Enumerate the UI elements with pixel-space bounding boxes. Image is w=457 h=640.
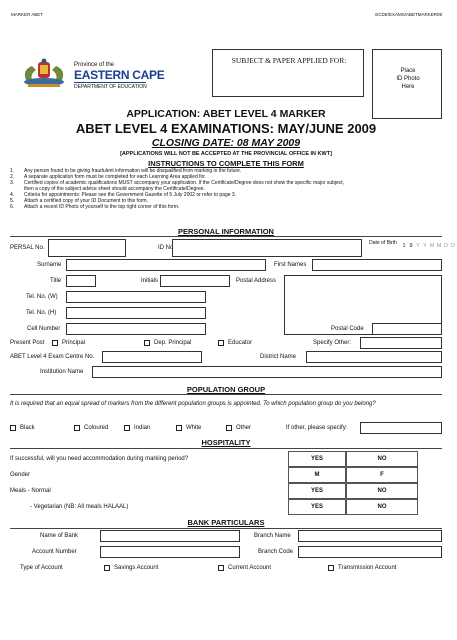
tel-work-field[interactable] [66,291,206,303]
province-name: EASTERN CAPE [74,68,165,82]
form-reference-left: MARKER ABET [11,12,44,17]
id-photo-label: Place ID Photo Here [396,68,420,90]
postal-code-field[interactable] [372,323,442,335]
id-number-field[interactable] [172,239,362,257]
district-name-label: District Name [260,354,297,360]
gender-female[interactable]: F [346,467,418,483]
gender-male[interactable]: M [288,467,346,483]
branch-name-label: Branch Name [254,533,291,539]
white-checkbox[interactable] [176,425,182,431]
educator-label: Educator [228,340,253,346]
branch-name-field[interactable] [298,530,442,542]
date-of-birth-field[interactable] [400,243,455,253]
title-field[interactable] [66,275,96,287]
specify-other-post-label: Specify Other: [313,340,352,346]
department-label: DEPARTMENT OF EDUCATION [74,84,147,90]
deputy-principal-checkbox[interactable] [144,340,150,346]
black-label: Black [20,425,35,431]
population-group-heading: POPULATION GROUP [186,385,266,394]
institution-name-label: Institution Name [40,369,84,375]
dob-digit: D [444,243,448,249]
specify-other-post-field[interactable] [360,337,442,349]
instruction-item: 4. Criteria for appointments: Please see the Government Gazette of 5 July 2002 or refer to page 3. [10,192,237,198]
account-number-label: Account Number [32,549,77,555]
deputy-principal-label: Dep. Principal [154,340,192,346]
dob-digit: M [429,243,435,249]
black-checkbox[interactable] [10,425,16,431]
accommodation-label: If successful, will you need accommodation during marking period? [10,456,189,462]
meals-vegetarian-no[interactable]: NO [346,499,418,515]
other-checkbox[interactable] [226,425,232,431]
cell-number-field[interactable] [66,323,206,335]
subject-applied-label: SUBJECT & PAPER APPLIED FOR: [231,56,347,65]
subject-applied-box[interactable] [212,49,364,97]
province-small-label: Province of the [74,62,115,68]
tel-work-label: Tel. No. (W) [26,294,58,300]
principal-checkbox[interactable] [52,340,58,346]
instruction-item: 1. Any person found to be giving fraudulent information will be disqualified from marking in the future. [10,168,242,174]
coloured-label: Coloured [84,425,109,431]
closing-date: CLOSING DATE: 08 MAY 2009 [151,137,301,149]
id-no-label: ID No [158,245,174,251]
branch-code-label: Branch Code [258,549,294,555]
tel-home-label: Tel. No. (H) [26,310,57,316]
exam-title: ABET LEVEL 4 EXAMINATIONS: MAY/JUNE 2009 [75,121,377,136]
instruction-item: 5. Attach a certified copy of your ID Document to this form. [10,198,148,204]
instructions-heading: INSTRUCTIONS TO COMPLETE THIS FORM [148,159,304,168]
personal-info-heading: PERSONAL INFORMATION [178,227,274,236]
savings-account-checkbox[interactable] [104,565,110,571]
tel-home-field[interactable] [66,307,206,319]
principal-label: Principal [62,340,86,346]
dob-digit: D [451,243,455,249]
bank-particulars-heading: BANK PARTICULARS [187,518,265,527]
accommodation-no[interactable]: NO [346,451,418,467]
dob-digit: M [436,243,442,249]
coat-of-arms-logo [18,58,70,90]
instruction-item: 3. Certified copies of academic qualifications MUST accompany your application. If the Certificate/Degree does not show the specific major subject, [10,180,345,186]
exam-centre-field[interactable] [102,351,202,363]
dob-digit: 1 [402,243,406,249]
account-type-label: Type of Account [20,565,63,571]
dob-digit: Y [423,243,427,249]
first-names-label: First Names [274,262,307,268]
instruction-item: then a copy of the subject advice sheet should accompany the Certificate/Degree. [24,186,205,192]
initials-field[interactable] [160,275,230,287]
transmission-account-label: Transmission Account [338,565,397,571]
form-reference-right: ECDE/EXAMS/ABETMARKER09 [375,12,442,17]
current-account-label: Current Account [228,565,272,571]
institution-name-field[interactable] [92,366,442,378]
specify-population-label: If other, please specify: [286,425,348,431]
postal-code-label: Postal Code [331,326,364,332]
title-label: Title [50,278,62,284]
application-title: APPLICATION: ABET LEVEL 4 MARKER [126,108,326,120]
indian-label: Indian [134,425,151,431]
present-post-label: Present Post [10,340,45,346]
surname-label: Surname [37,262,62,268]
bank-name-label: Name of Bank [40,533,79,539]
meals-normal-label: Meals - Normal [10,488,51,494]
dob-digit: Y [416,243,420,249]
district-name-field[interactable] [306,351,442,363]
persal-field[interactable] [48,239,126,257]
cell-number-label: Cell Number [27,326,61,332]
date-of-birth-label: Date of Birth [369,240,397,246]
exam-centre-label: ABET Level 4 Exam Centre No. [10,354,95,360]
instruction-item: 6. Attach a recent ID Photo of yourself to the top right corner of this form. [10,204,180,210]
coloured-checkbox[interactable] [74,425,80,431]
meals-normal-no[interactable]: NO [346,483,418,499]
postal-address-label: Postal Address [236,278,277,284]
persal-label: PERSAL No. [10,245,45,251]
meals-vegetarian-label: - Vegetarian (NB: All meals HALAAL) [30,504,129,510]
specify-population-field[interactable] [360,422,442,434]
bank-name-field[interactable] [100,530,240,542]
other-label: Other [236,425,252,431]
first-names-field[interactable] [312,259,442,271]
instructions-list [10,168,442,210]
hospitality-heading: HOSPITALITY [201,438,251,447]
initials-label: Initials [141,278,159,284]
savings-account-label: Savings Account [114,565,159,571]
indian-checkbox[interactable] [124,425,130,431]
white-label: White [186,425,202,431]
meals-vegetarian-yes[interactable]: YES [288,499,346,515]
surname-field[interactable] [66,259,266,271]
dob-digit: 9 [409,243,413,249]
educator-checkbox[interactable] [218,340,224,346]
accommodation-yes[interactable]: YES [288,451,346,467]
transmission-account-checkbox[interactable] [328,565,334,571]
meals-normal-yes[interactable]: YES [288,483,346,499]
provincial-office-warning: [APPLICATIONS WILL NOT BE ACCEPTED AT THE PROVINCIAL OFFICE IN KWT] [120,151,332,157]
current-account-checkbox[interactable] [218,565,224,571]
gender-label: Gender [10,472,31,478]
branch-code-field[interactable] [298,546,442,558]
account-number-field[interactable] [100,546,240,558]
population-group-text: It is required that an equal spread of markers from the different population groups is appointed. To which population group do you belong? [10,401,376,407]
instruction-item: 2. A separate application form must be completed for each Learning Area applied for. [10,174,207,180]
